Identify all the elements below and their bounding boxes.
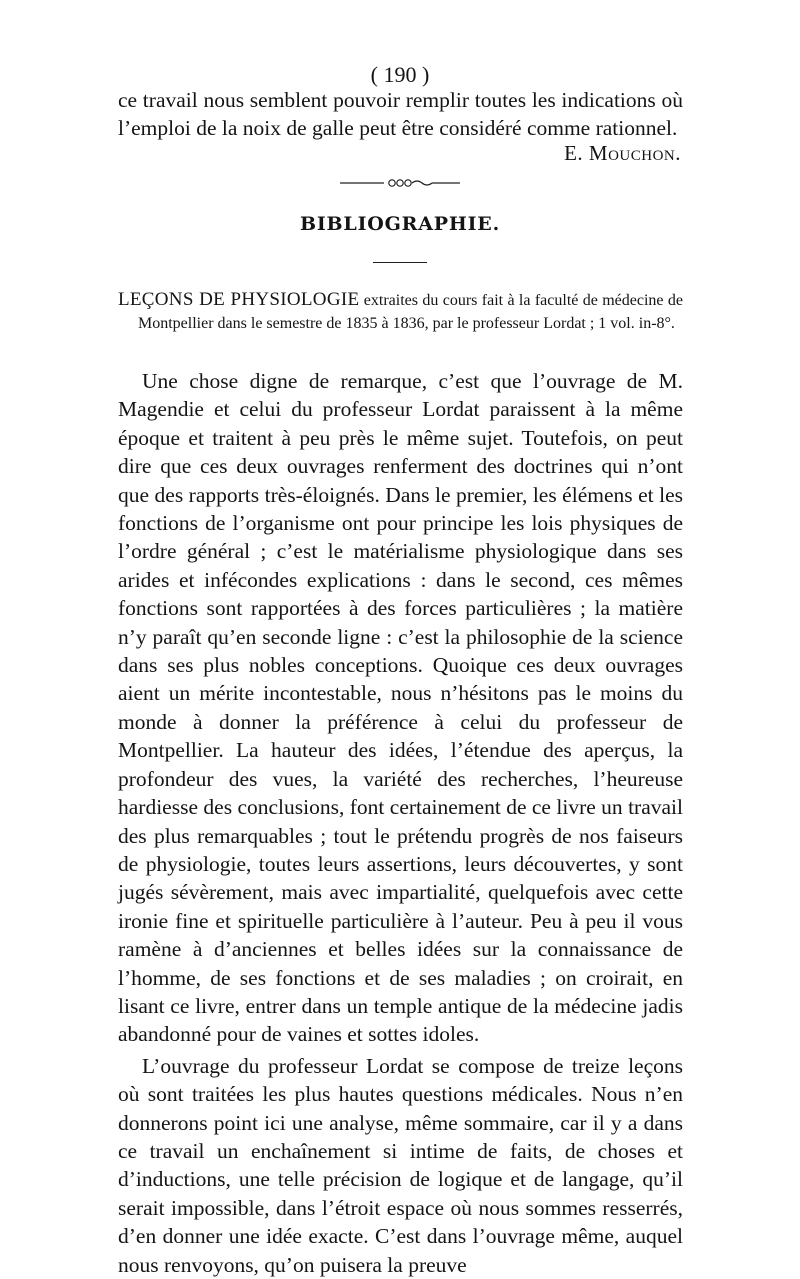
book-details: extraites du cours fait à la faculté de médecine de Montpellier dans le semestre de 1835 à 1836, par le professeur Lordat ; 1 vol. in-8°. <box>138 292 684 332</box>
section-heading: BIBLIOGRAPHIE. <box>300 213 500 235</box>
author-signature <box>564 141 681 166</box>
book-title: LEÇONS DE PHYSIOLOGIE <box>118 289 360 310</box>
author-initial: E. <box>564 141 584 165</box>
review-text <box>118 367 683 1279</box>
previous-article-ending <box>118 86 683 143</box>
previous-article-text: ce travail nous semblent pouvoir remplir toutes les indications où l’emploi de la noix de galle peut être considéré comme rationnel. <box>118 88 683 141</box>
book-reference <box>118 288 683 335</box>
page-number: ( 190 ) <box>370 62 430 87</box>
author-name: Mouchon. <box>588 141 681 165</box>
section-ornament <box>340 177 460 189</box>
heading-rule <box>373 262 427 263</box>
review-paragraph: Une chose digne de remarque, c’est que l’ouvrage de M. Magendie et celui du professeur Lordat paraissent à la même époque et traitent à peu près le même sujet. Toutefois, on peut dire que ces deux ouvrages renferment des doctrines qui n’ont que des rapports très-éloignés. Dans le premier, les élémens et les fonctions de l’organisme ont pour principe les lois physiques de l’ordre général ; c’est le matérialisme physiologique dans ses arides et infécondes explications : dans le second, ces mêmes fonctions sont rapportées à des forces particulières ; la matière n’y paraît qu’en seconde ligne : c’est la philosophie de la science dans ses plus nobles conceptions. Quoique ces deux ouvrages aient un mérite incontestable, nous n’hésitons pas le moins du monde à donner la préférence à celui du professeur de Montpellier. La hauteur des idées, l’étendue des aperçus, la profondeur des vues, la variété des recherches, l’heureuse hardiesse des conclusions, font certainement de ce livre un travail des plus remarquables ; tout le prétendu progrès de nos faiseurs de physiologie, toutes leurs assertions, leurs découvertes, y sont jugés sévèrement, mais avec impartialité, quelquefois avec cette ironie fine et spirituelle particulière à l’auteur. Peu à peu il vous ramène à d’anciennes et belles idées sur la connaissance de l’homme, de ses fonctions et de ses maladies ; on croirait, en lisant ce livre, entrer dans un temple antique de la médecine jadis abandonné pour de vaines et sottes idoles. <box>118 369 683 1047</box>
review-paragraph: L’ouvrage du professeur Lordat se compose de treize leçons où sont traitées les plus hautes questions médicales. Nous n’en donnerons point ici une analyse, même sommaire, car il y a dans ce travail un enchaînement si intime de faits, de choses et d’inductions, une telle précision de logique et de langage, qu’il serait impossible, dans l’étroit espace où nous sommes resserrés, d’en donner une idée exacte. C’est dans l’ouvrage même, auquel nous renvoyons, qu’on puisera la preuve <box>118 1053 683 1277</box>
